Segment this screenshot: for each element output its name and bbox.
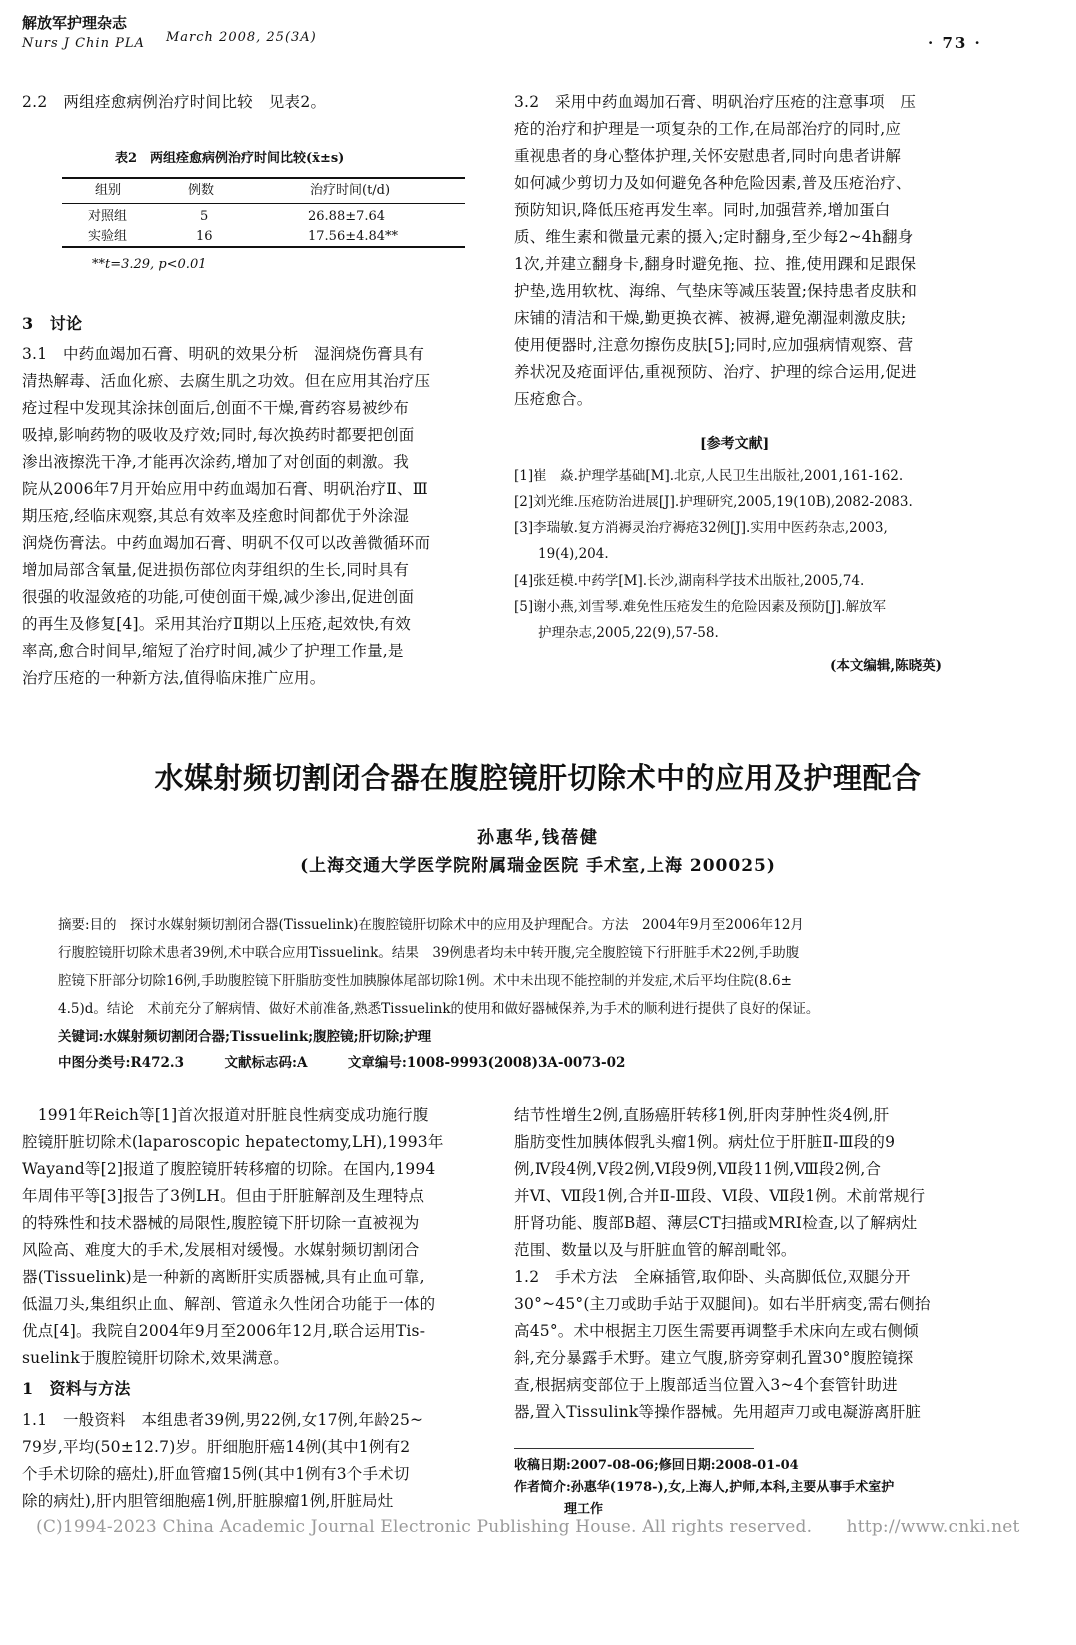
table-row-exp-group: 实验组 [88, 229, 128, 244]
text-line: 床铺的清洁和干燥,勤更换衣裤、被褥,避免潮湿刺激皮肤; [514, 309, 907, 327]
text-line: 器(Tissuelink)是一种新的离断肝实质器械,具有止血可靠, [22, 1268, 425, 1286]
reference-item-cont: 护理杂志,2005,22(9),57-58. [538, 625, 719, 641]
text-line: 低温刀头,集组织止血、解剖、管道永久性闭合功能于一体的 [22, 1295, 436, 1313]
footnote-rule [514, 1448, 754, 1449]
text-line: 使用便器时,注意勿擦伤皮肤[5];同时,应加强病情观察、营 [514, 336, 914, 354]
text-line: 斜,充分暴露手术野。建立气腹,脐旁穿刺孔置30°腹腔镜探 [514, 1349, 914, 1367]
text-line: 年周伟平等[3]报告了3例LH。但由于肝脏解剖及生理特点 [22, 1187, 425, 1205]
keywords: 关键词:水媒射频切割闭合器;Tissuelink;腹腔镜;肝切除;护理 [58, 1029, 432, 1045]
text-line: 疮过程中发现其涂抹创面后,创面不干燥,膏药容易被纱布 [22, 399, 410, 417]
copyright-watermark: (C)1994-2023 China Academic Journal Electronic Publishing House. All rights reserved. http://www.cnki.net [36, 1517, 1020, 1537]
text-line: 疮的治疗和护理是一项复杂的工作,在局部治疗的同时,应 [514, 120, 902, 138]
reference-item: [4]张廷模.中药学[M].长沙,湖南科学技术出版社,2005,74. [514, 573, 865, 589]
table-row-control-group: 对照组 [88, 209, 128, 224]
abstract-line: 腔镜下肝部分切除16例,手助腹腔镜下肝脂肪变性加胰腺体尾部切除1例。术中未出现不能控制的并发症,术后平均住院(8.6± [58, 973, 792, 989]
text-line: 重视患者的身心整体护理,关怀安慰患者,同时向患者讲解 [514, 147, 902, 165]
journal-name-cn: 解放军护理杂志 [22, 14, 128, 32]
table-row-control-count: 5 [200, 209, 209, 224]
table-note: **t=3.29, p<0.01 [92, 257, 207, 272]
table-header-group: 组别 [95, 183, 122, 198]
text-line: 79岁,平均(50±12.7)岁。肝细胞肝癌14例(其中1例有2 [22, 1438, 411, 1456]
table-caption: 表2 两组痊愈病例治疗时间比较(x̄±s) [115, 151, 345, 166]
text-line: 吸掉,影响药物的吸收及疗效;同时,每次换药时都要把创面 [22, 426, 415, 444]
text-line: 风险高、难度大的手术,发展相对缓慢。水媒射频切割闭合 [22, 1241, 420, 1259]
article-affiliation: (上海交通大学医学院附属瑞金医院 手术室,上海 200025) [300, 856, 776, 876]
table-row-exp-count: 16 [196, 229, 213, 244]
text-line: 预防知识,降低压疮再发生率。同时,加强营养,增加蛋白 [514, 201, 891, 219]
text-line: 范围、数量以及与肝脏血管的解剖毗邻。 [514, 1241, 797, 1259]
text-line: 腔镜肝脏切除术(laparoscopic hepatectomy,LH),1993年 [22, 1133, 444, 1151]
text-line: 护垫,选用软枕、海绵、气垫床等减压装置;保持患者皮肤和 [514, 282, 918, 300]
reference-item-cont: 19(4),204. [538, 546, 609, 562]
text-line: 压疮愈合。 [514, 390, 593, 408]
text-line: 脂肪变性加胰体假乳头瘤1例。病灶位于肝脏Ⅱ-Ⅲ段的9 [514, 1133, 896, 1151]
text-line: suelink于腹腔镜肝切除术,效果满意。 [22, 1349, 290, 1367]
footnote-line: 作者简介:孙惠华(1978-),女,上海人,护师,本科,主要从事手术室护 [514, 1480, 895, 1495]
issue-info: March 2008, 25(3A) [166, 30, 317, 45]
text-line: 润烧伤膏法。中药血竭加石膏、明矾不仅可以改善微循环而 [22, 534, 431, 552]
table-row-control-time: 26.88±7.64 [308, 209, 386, 224]
text-line: 1991年Reich等[1]首次报道对肝脏良性病变成功施行腹 [22, 1106, 429, 1124]
text-line: 3.1 中药血竭加石膏、明矾的效果分析 湿润烧伤膏具有 [22, 345, 425, 363]
text-line: 1.2 手术方法 全麻插管,取仰卧、头高脚低位,双腿分开 [514, 1268, 911, 1286]
editor-note: (本文编辑,陈晓英) [830, 658, 942, 674]
text-line: 30°~45°(主刀或助手站于双腿间)。如右半肝病变,需右侧抬 [514, 1295, 931, 1313]
section-heading: 1 资料与方法 [22, 1379, 131, 1398]
text-line: 期压疮,经临床观察,其总有效率及痊愈时间都优于外涂湿 [22, 507, 410, 525]
text-line: 查,根据病变部位于上腹部适当位置入3~4个套管针助进 [514, 1376, 898, 1394]
text-line: 例,Ⅳ段4例,Ⅴ段2例,Ⅵ段9例,Ⅶ段11例,Ⅷ段2例,合 [514, 1160, 882, 1178]
text-line: 高45°。术中根据主刀医生需要再调整手术床向左或右侧倾 [514, 1322, 919, 1340]
abstract-line: 摘要:目的 探讨水媒射频切割闭合器(Tissuelink)在腹腔镜肝切除术中的应用及护理配合。方法 2004年9月至2006年12月 [58, 917, 804, 933]
text-line: 渗出液擦洗干净,才能再次涂药,增加了对创面的刺激。我 [22, 453, 410, 471]
text-line: 养状况及疮面评估,重视预防、治疗、护理的综合运用,促进 [514, 363, 917, 381]
text-line: 个手术切除的癌灶),肝血管瘤15例(其中1例有3个手术切 [22, 1465, 410, 1483]
journal-name-en: Nurs J Chin PLA [22, 36, 145, 51]
text-line: 如何减少剪切力及如何避免各种危险因素,普及压疮治疗、 [514, 174, 912, 192]
text-line: 结节性增生2例,直肠癌肝转移1例,肝肉芽肿性炎4例,肝 [514, 1106, 890, 1124]
text-line: 很强的收湿敛疮的功能,可使创面干燥,减少渗出,促进创面 [22, 588, 415, 606]
text-line: 治疗压疮的一种新方法,值得临床推广应用。 [22, 669, 326, 687]
text-line: 1次,并建立翻身卡,翻身时避免拖、拉、推,使用踝和足跟保 [514, 255, 917, 273]
section-3-heading: 3 讨论 [22, 314, 83, 333]
text-line: 清热解毒、活血化瘀、去腐生肌之功效。但在应用其治疗压 [22, 372, 431, 390]
footnote-line: 理工作 [564, 1502, 604, 1517]
table-header-count: 例数 [188, 183, 215, 198]
table-header-time: 治疗时间(t/d) [310, 183, 391, 198]
article-title: 水媒射频切割闭合器在腹腔镜肝切除术中的应用及护理配合 [154, 761, 922, 795]
text-line: 肝肾功能、腹部B超、薄层CT扫描或MRI检查,以了解病灶 [514, 1214, 918, 1232]
footnote-line: 收稿日期:2007-08-06;修回日期:2008-01-04 [514, 1458, 799, 1473]
abstract-line: 行腹腔镜肝切除术患者39例,术中联合应用Tissuelink。结果 39例患者均未中转开腹,完全腹腔镜下行肝脏手术22例,手助腹 [58, 945, 800, 961]
text-line: 3.2 采用中药血竭加石膏、明矾治疗压疮的注意事项 压 [514, 93, 917, 111]
page-number: · 73 · [928, 34, 982, 52]
text-line: 质、维生素和微量元素的摄入;定时翻身,至少每2~4h翻身 [514, 228, 914, 246]
article-authors: 孙惠华,钱蓓健 [477, 828, 599, 848]
reference-item: [3]李瑞敏.复方消褥灵治疗褥疮32例[J].实用中医药杂志,2003, [514, 520, 888, 536]
references-title: [参考文献] [700, 436, 770, 452]
section-2-2: 2.2 两组痊愈病例治疗时间比较 见表2。 [22, 93, 327, 111]
table-row-exp-time: 17.56±4.84** [308, 229, 399, 244]
reference-item: [1]崔 焱.护理学基础[M].北京,人民卫生出版社,2001,161-162. [514, 468, 904, 484]
classification-line: 中图分类号:R472.3 文献标志码:A 文章编号:1008-9993(2008)3A-0073-02 [58, 1055, 626, 1071]
text-line: 1.1 一般资料 本组患者39例,男22例,女17例,年龄25~ [22, 1411, 424, 1429]
reference-item: [5]谢小燕,刘雪琴.难免性压疮发生的危险因素及预防[J].解放军 [514, 599, 886, 615]
text-line: 率高,愈合时间早,缩短了治疗时间,减少了护理工作量,是 [22, 642, 404, 660]
text-line: 院从2006年7月开始应用中药血竭加石膏、明矾治疗Ⅱ、Ⅲ [22, 480, 428, 498]
text-line: 的再生及修复[4]。采用其治疗Ⅱ期以上压疮,起效快,有效 [22, 615, 411, 633]
reference-item: [2]刘光维.压疮防治进展[J].护理研究,2005,19(10B),2082-2083. [514, 494, 913, 510]
text-line: 的特殊性和技术器械的局限性,腹腔镜下肝切除一直被视为 [22, 1214, 420, 1232]
text-line: 增加局部含氧量,促进损伤部位肉芽组织的生长,同时具有 [22, 561, 410, 579]
table-top-rule [62, 177, 465, 179]
table-bottom-rule [62, 246, 465, 248]
text-line: 器,置入Tissulink等操作器械。先用超声刀或电凝游离肝脏 [514, 1403, 922, 1421]
abstract-line: 4.5)d。结论 术前充分了解病情、做好术前准备,熟悉Tissuelink的使用和做好器械保养,为手术的顺利进行提供了良好的保证。 [58, 1001, 820, 1017]
text-line: 优点[4]。我院自2004年9月至2006年12月,联合运用Tis- [22, 1322, 426, 1340]
text-line: Wayand等[2]报道了腹腔镜肝转移瘤的切除。在国内,1994 [22, 1160, 436, 1178]
text-line: 除的病灶),肝内胆管细胞癌1例,肝脏腺瘤1例,肝脏局灶 [22, 1492, 394, 1510]
table-mid-rule [62, 203, 465, 204]
text-line: 并Ⅵ、Ⅶ段1例,合并Ⅱ-Ⅲ段、Ⅵ段、Ⅶ段1例。术前常规行 [514, 1187, 926, 1205]
